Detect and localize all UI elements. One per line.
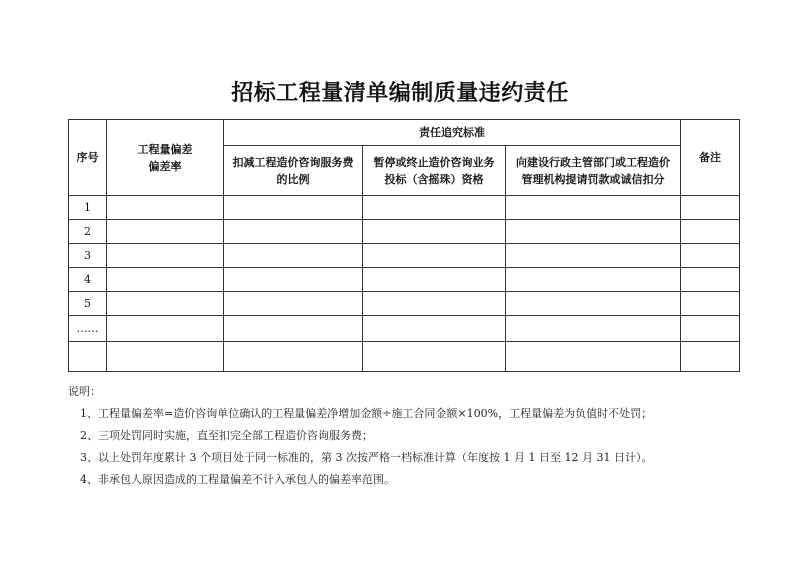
table-row: [69, 220, 740, 244]
header-deviation: 工程量偏差 偏差率: [107, 120, 224, 196]
table-row: [69, 292, 740, 316]
document-title: 招标工程量清单编制质量违约责任: [231, 81, 569, 106]
row-number: 4: [69, 268, 107, 292]
cell-empty: [506, 268, 681, 292]
cell-empty: [224, 244, 363, 268]
cell-empty: [681, 292, 740, 316]
cell-empty: [681, 196, 740, 220]
cell-empty: [363, 268, 506, 292]
note-item: 1、工程量偏差率=造价咨询单位确认的工程量偏差净增加金额÷施工合同金额×100%，工程量偏差为负值时不处罚；: [80, 407, 653, 420]
cell-empty: [681, 268, 740, 292]
note-item: 4、非承包人原因造成的工程量偏差不计入承包人的偏差率范围。: [80, 473, 395, 486]
cell-empty: [363, 220, 506, 244]
cell-empty: [107, 292, 224, 316]
header-deduct-fee: 扣减工程造价咨询服务费 的比例: [224, 146, 363, 196]
cell-empty: [224, 292, 363, 316]
cell-empty: [224, 316, 363, 342]
cell-empty: [681, 342, 740, 372]
cell-empty: [224, 342, 363, 372]
note-item: 2、三项处罚同时实施，直至扣完全部工程造价咨询服务费；: [80, 429, 373, 442]
row-number: 1: [69, 196, 107, 220]
cell-empty: [224, 196, 363, 220]
row-number: 2: [69, 220, 107, 244]
header-suspend: 暂停或终止造价咨询业务 投标（含摇珠）资格: [363, 146, 506, 196]
cell-empty: [681, 220, 740, 244]
row-number: ……: [69, 316, 107, 342]
cell-empty: [363, 292, 506, 316]
note-item: 3、以上处罚年度累计 3 个项目处于同一标准的，第 3 次按严格一档标准计算（年度按 1 月 1 日至 12 月 31 日计）。: [80, 451, 653, 464]
cell-empty: [506, 196, 681, 220]
table-row: [69, 196, 740, 220]
cell-empty: [107, 220, 224, 244]
cell-empty: [107, 316, 224, 342]
cell-empty: [363, 244, 506, 268]
notes-section: [68, 381, 748, 491]
header-standard-group: 责任追究标准: [224, 120, 681, 146]
cell-empty: [224, 220, 363, 244]
table-row: [69, 268, 740, 292]
cell-empty: [681, 244, 740, 268]
row-number: [69, 342, 107, 372]
row-number: 3: [69, 244, 107, 268]
cell-empty: [506, 292, 681, 316]
cell-empty: [363, 316, 506, 342]
cell-empty: [363, 342, 506, 372]
header-remark: 备注: [681, 120, 740, 196]
liability-table: [68, 119, 740, 372]
cell-empty: [107, 342, 224, 372]
notes-heading: 说明：: [68, 385, 101, 398]
table-row: [69, 316, 740, 342]
cell-empty: [506, 244, 681, 268]
cell-empty: [506, 220, 681, 244]
cell-empty: [107, 268, 224, 292]
cell-empty: [506, 342, 681, 372]
header-report: 向建设行政主管部门或工程造价 管理机构提请罚款或诚信扣分: [506, 146, 681, 196]
cell-empty: [107, 244, 224, 268]
row-number: 5: [69, 292, 107, 316]
cell-empty: [506, 316, 681, 342]
cell-empty: [107, 196, 224, 220]
table-row: [69, 342, 740, 372]
table-row: [69, 244, 740, 268]
cell-empty: [224, 268, 363, 292]
cell-empty: [681, 316, 740, 342]
cell-empty: [363, 196, 506, 220]
header-seq: 序号: [69, 120, 107, 196]
